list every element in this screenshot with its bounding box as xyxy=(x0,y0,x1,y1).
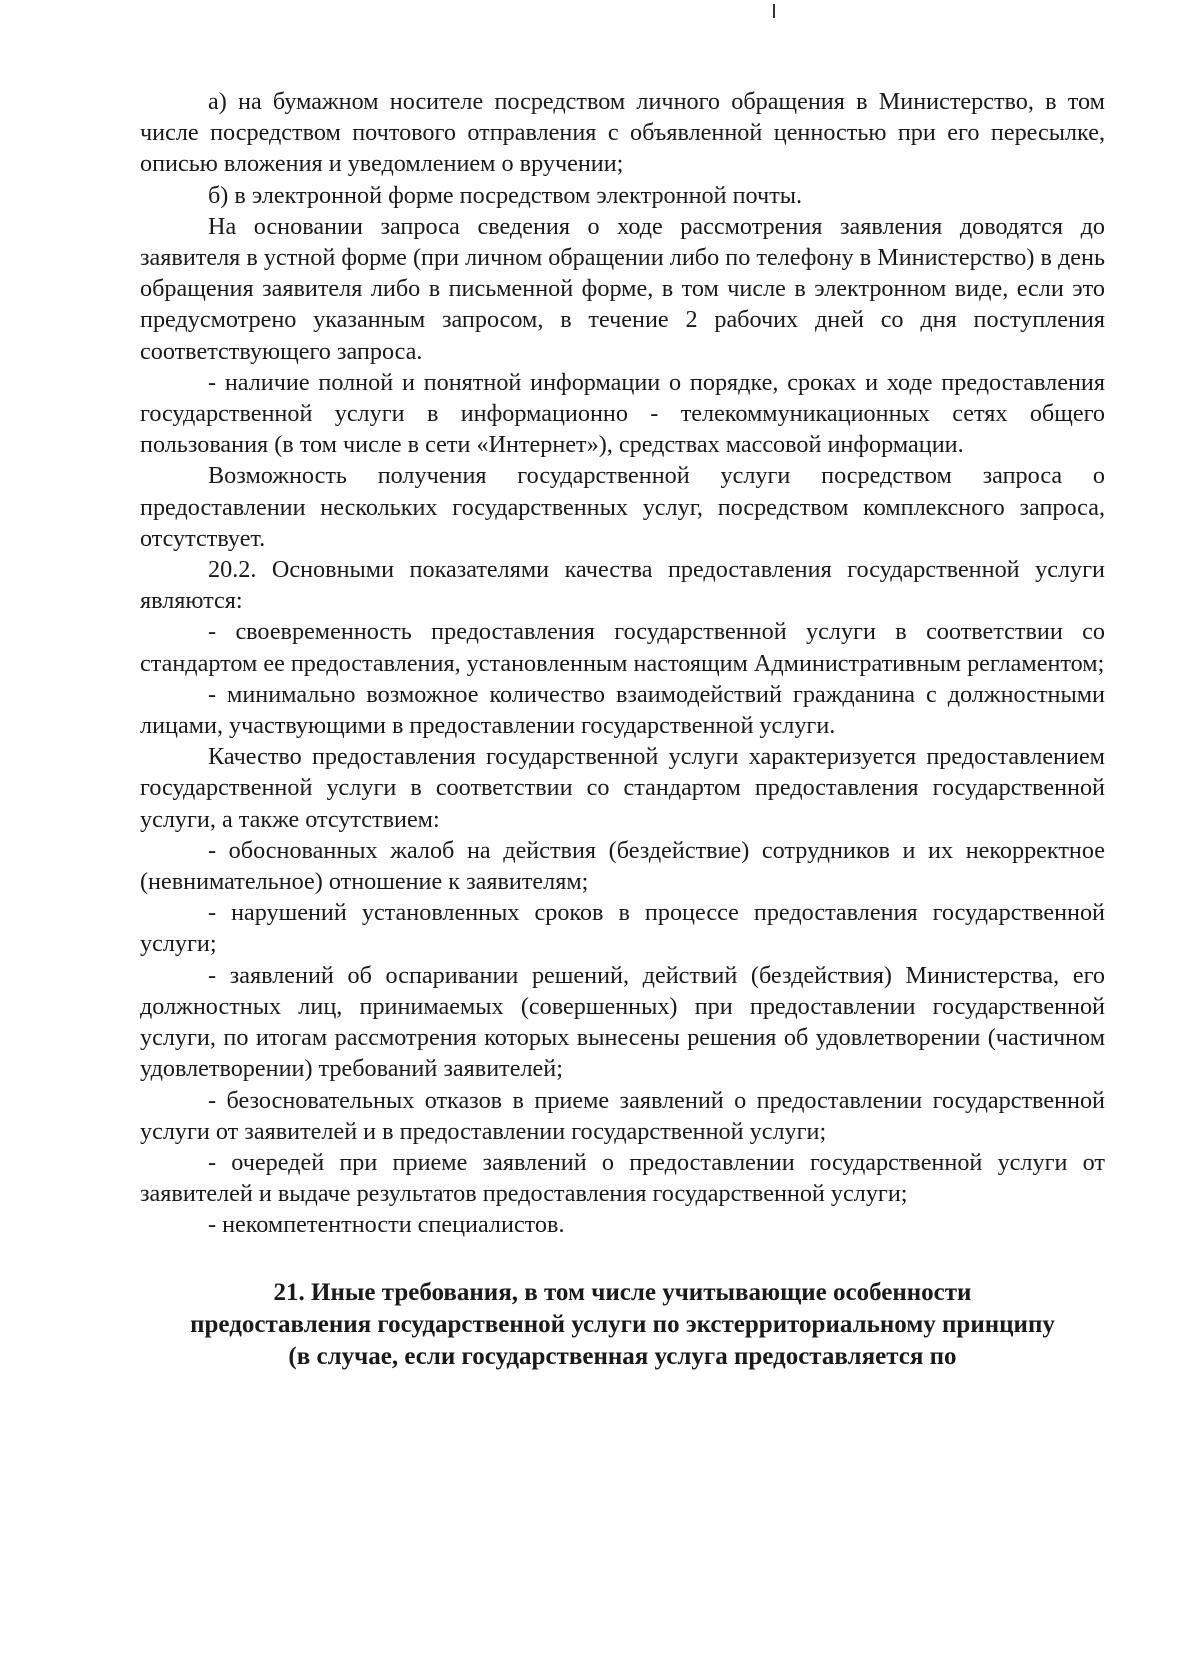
paragraph-complex-request: Возможность получения государственной услуги посредством запроса о предоставлении нескольких государственных услуг, посредством комплексного запроса, отсутствует. xyxy=(140,462,1105,552)
paragraph-no-appeals: - заявлений об оспаривании решений, действий (бездействия) Министерства, его должностных лиц, принимаемых (совершенных) при предоставлении государственной услуги, по итогам рассмотрения которых вынесены решения об удовлетворении (частичном удовлетворении) требований заявителей; xyxy=(140,961,1105,1083)
paragraph-minimal-interactions: - минимально возможное количество взаимодействий гражданина с должностными лицами, участвующими в предоставлении государственной услуги. xyxy=(140,680,1105,740)
paragraph-electronic-submission: б) в электронной форме посредством электронной почты. xyxy=(208,181,803,209)
paragraph-information-availability: - наличие полной и понятной информации о порядке, сроках и ходе предоставления государственной услуги в информационно - телекоммуникационных сетях общего пользования (в том числе в сети «Интернет»), средствах массовой информации. xyxy=(140,368,1105,459)
section-heading-21 xyxy=(140,1277,1105,1373)
section-heading-line-3: (в случае, если государственная услуга предоставляется по xyxy=(288,1342,957,1370)
document-page xyxy=(140,86,1105,1373)
scan-artifact-mark xyxy=(773,4,775,18)
paragraph-timeliness: - своевременность предоставления государственной услуги в соответствии со стандартом ее предоставления, установленным настоящим Административным регламентом; xyxy=(140,618,1105,677)
paragraph-quality-characterized: Качество предоставления государственной услуги характеризуется предоставлением государственной услуги в соответствии со стандартом предоставления государственной услуги, а также отсутствием: xyxy=(140,743,1105,833)
paragraph-quality-indicators: 20.2. Основными показателями качества предоставления государственной услуги являются: xyxy=(140,556,1105,615)
section-heading-line-1: 21. Иные требования, в том числе учитывающие особенности xyxy=(273,1278,972,1306)
paragraph-request-status-info: На основании запроса сведения о ходе рассмотрения заявления доводятся до заявителя в устной форме (при личном обращении либо по телефону в Министерство) в день обращения заявителя либо в письменной форме, в том числе в электронном виде, если это предусмотрено указанным запросом, в течение 2 рабочих дней со дня поступления соответствующего запроса. xyxy=(140,212,1105,365)
paragraph-no-complaints: - обоснованных жалоб на действия (бездействие) сотрудников и их некорректное (невнимательное) отношение к заявителям; xyxy=(140,836,1105,896)
section-heading-line-2: предоставления государственной услуги по экстерриториальному принципу xyxy=(190,1310,1055,1338)
paragraph-no-deadline-violations: - нарушений установленных сроков в процессе предоставления государственной услуги; xyxy=(140,899,1105,958)
paragraph-no-incompetence: - некомпетентности специалистов. xyxy=(208,1211,565,1239)
paragraph-no-unfounded-refusals: - безосновательных отказов в приеме заявлений о предоставлении государственной услуги от заявителей и в предоставлении государственной услуги; xyxy=(140,1086,1105,1145)
paragraph-no-queues: - очередей при приеме заявлений о предоставлении государственной услуги от заявителей и выдаче результатов предоставления государственной услуги; xyxy=(140,1148,1105,1208)
paragraph-paper-submission: а) на бумажном носителе посредством личного обращения в Министерство, в том числе посредством почтового отправления с объявленной ценностью при его пересылке, описью вложения и уведомлением о вручении; xyxy=(140,88,1105,178)
